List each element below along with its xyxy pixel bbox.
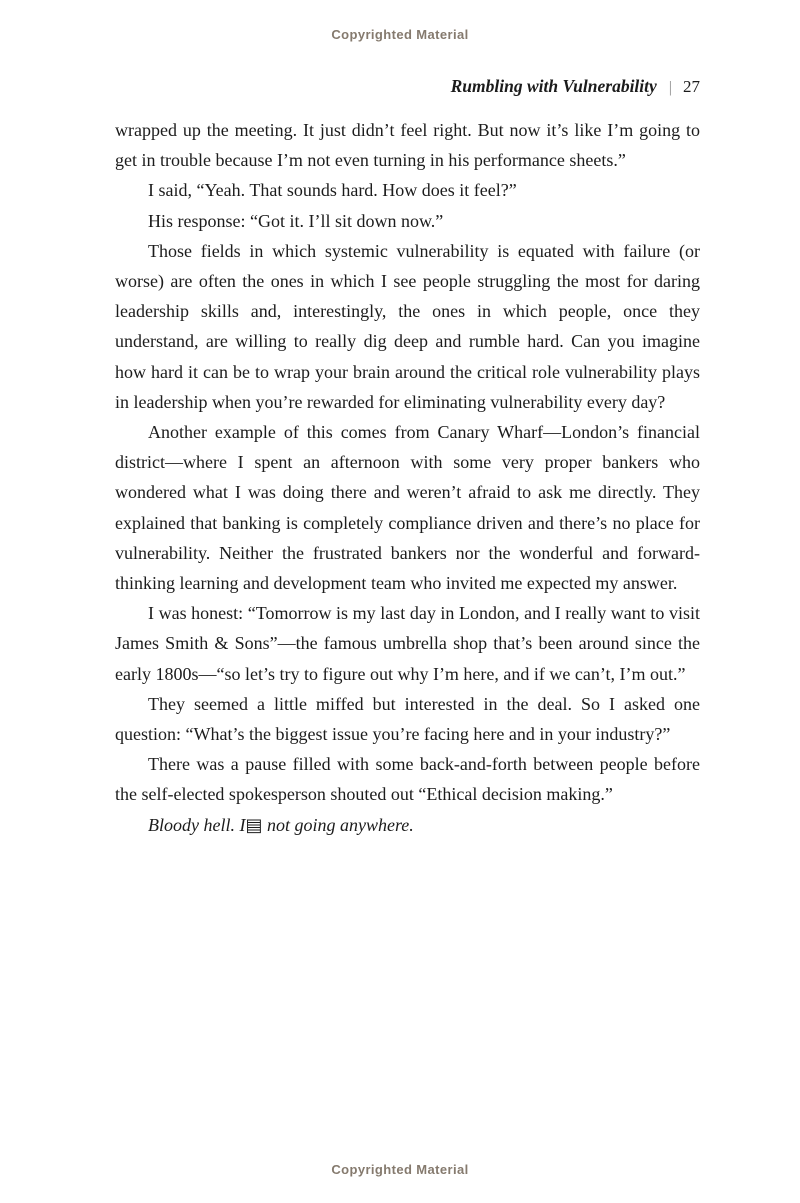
page-number-separator: | [668, 79, 672, 96]
paragraph: I said, “Yeah. That sounds hard. How does it feel?” [148, 180, 517, 201]
paragraph: There was a pause filled with some back-and-forth between people before the self-elected spokesperson shouted out “Ethical decision making.” [115, 754, 700, 805]
page-header [115, 76, 700, 98]
paragraph-continuation: wrapped up the meeting. It just didn’t feel right. But now it’s like I’m going to get in trouble because I’m not even turning in his performance sheets.” [115, 120, 700, 171]
page-number: 27 [683, 77, 700, 96]
paragraph: Another example of this comes from Canary Wharf—London’s financial district—where I spent an afternoon with some very proper bankers who wondered what I was doing there and weren’t afraid to ask me directly. They explained that banking is completely compliance driven and there’s no place for vulnerability. Neither the frustrated bankers nor the wonderful and forward-thinking learning and development team who invited me expected my answer. [115, 422, 700, 594]
paragraph: I was honest: “Tomorrow is my last day in London, and I really want to visit James Smith & Sons”—the famous umbrella shop that’s been around since the early 1800s—“so let’s try to figure out why I’m here, and if we can’t, I’m out.” [115, 603, 700, 684]
copyright-notice-top: Copyrighted Material [331, 27, 469, 42]
paragraph: Those fields in which systemic vulnerability is equated with failure (or worse) are often the ones in which I see people struggling the most for daring leadership skills and, interestingly, the ones in which people, once they understand, are willing to really dig deep and rumble hard. Can you imagine how hard it can be to wrap your brain around the critical role vulnerability plays in leadership when you’re rewarded for eliminating vulnerability every day? [115, 240, 700, 412]
body-text [115, 115, 700, 840]
chapter-title: Rumbling with Vulnerability [450, 76, 657, 96]
paragraph-italic-closing: Bloody hell. I▤ not going anywhere. [148, 814, 414, 835]
paragraph: His response: “Got it. I’ll sit down now.” [148, 210, 444, 231]
paragraph: They seemed a little miffed but interested in the deal. So I asked one question: “What’s the biggest issue you’re facing here and in your industry?” [115, 693, 700, 745]
copyright-notice-bottom: Copyrighted Material [331, 1162, 469, 1177]
